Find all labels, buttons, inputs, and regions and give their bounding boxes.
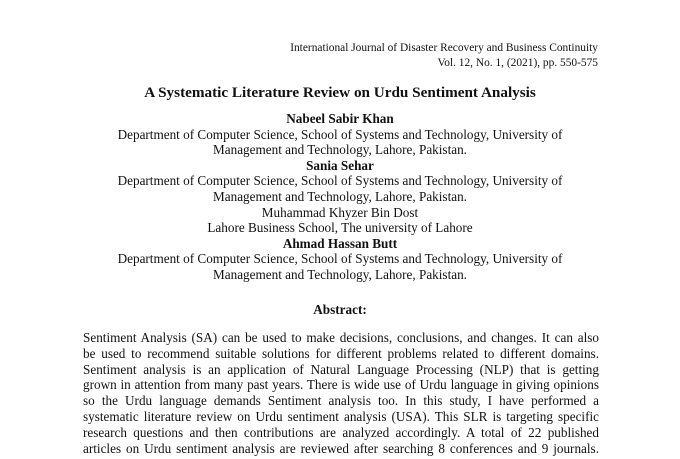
author-affiliation: Department of Computer Science, School of Systems and Technology, University of	[117, 251, 563, 267]
abstract-line: so the Urdu language demands Sentiment analysis too. In this study, I have performed a	[83, 393, 599, 409]
paper-title: A Systematic Literature Review on Urdu Sentiment Analysis	[144, 84, 536, 101]
abstract-line: articles on Urdu sentiment analysis are reviewed after searching 8 conferences and 9 journals.	[83, 440, 599, 456]
author-affiliation: Lahore Business School, The university of Lahore	[207, 220, 473, 236]
author-affiliation: Management and Technology, Lahore, Pakistan.	[213, 188, 467, 204]
abstract-heading: Abstract:	[313, 302, 367, 317]
abstract-line: grown in attention from many past years. There is wide use of Urdu language in giving opinions	[83, 377, 599, 393]
author-affiliation: Management and Technology, Lahore, Pakistan.	[213, 142, 467, 158]
abstract-line: Sentiment analysis is an application of Natural Language Processing (NLP) that is getting	[83, 361, 599, 377]
abstract-line: be used to recommend suitable solutions for different problems related to different domains.	[83, 345, 599, 361]
author-name: Ahmad Hassan Butt	[282, 235, 398, 251]
abstract-line: systematic literature review on Urdu sentiment analysis (USA). This SLR is targeting specific	[83, 408, 599, 424]
volume-info: Vol. 12, No. 1, (2021), pp. 550-575	[437, 57, 598, 69]
abstract-line: Sentiment Analysis (SA) can be used to make decisions, conclusions, and changes. It can also	[83, 330, 599, 345]
abstract-line: research questions and then contributions are analyzed accordingly. A total of 22 published	[83, 424, 599, 440]
author-name: Sania Sehar	[306, 157, 374, 173]
author-affiliation: Department of Computer Science, School of Systems and Technology, University of	[117, 126, 563, 142]
journal-header	[290, 41, 598, 71]
author-list	[0, 111, 680, 283]
author-affiliation: Management and Technology, Lahore, Pakistan.	[213, 266, 467, 282]
journal-name: International Journal of Disaster Recovery and Business Continuity	[290, 42, 598, 54]
author-name: Nabeel Sabir Khan	[286, 111, 394, 126]
abstract-body	[83, 330, 599, 456]
author-affiliation: Department of Computer Science, School of Systems and Technology, University of	[117, 173, 563, 189]
author-name: Muhammad Khyzer Bin Dost	[261, 204, 419, 220]
